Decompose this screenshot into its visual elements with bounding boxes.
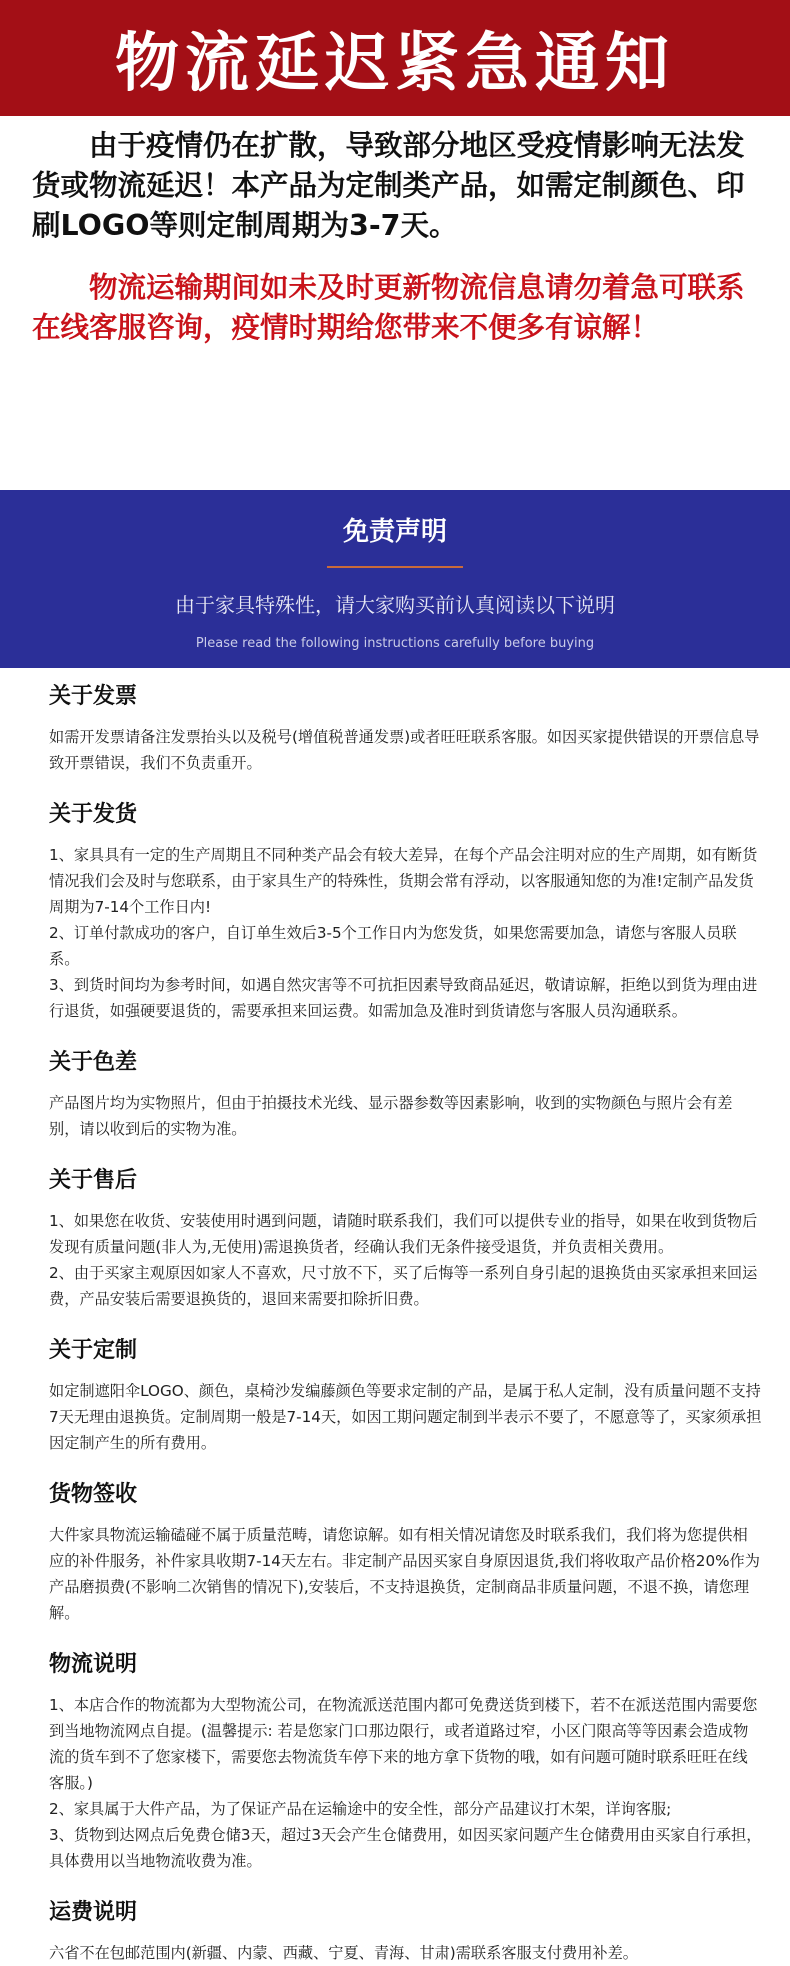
section-title: 关于色差 (49, 1050, 138, 1075)
section-title: 关于发货 (49, 802, 138, 827)
section-shipping-fee (49, 1896, 762, 1966)
section-paragraph: 如定制遮阳伞LOGO、颜色，桌椅沙发编藤颜色等要求定制的产品，是属于私人定制，没有质量问题不支持7天无理由退换货。定制周期一般是7-14天，如因工期问题定制到半表示不要了，不愿意等了，买家须承担因定制产生的所有费用。 (49, 1382, 762, 1452)
section-paragraph: 2、由于买家主观原因如家人不喜欢，尺寸放不下，买了后悔等一系列自身引起的退换货由买家承担来回运费，产品安装后需要退换货的，退回来需要扣除折旧费。 (49, 1264, 758, 1308)
section-after-sales (49, 1164, 762, 1312)
section-paragraph: 1、如果您在收货、安装使用时遇到问题，请随时联系我们，我们可以提供专业的指导，如果在收到货物后发现有质量问题(非人为,无使用)需退换货者，经确认我们无条件接受退货，并负责相关费用。 (49, 1212, 758, 1256)
title-underline (327, 566, 463, 568)
section-paragraph: 3、到货时间均为参考时间，如遇自然灾害等不可抗拒因素导致商品延迟，敬请谅解，拒绝以到货为理由进行退货，如强硬要退货的，需要承担来回运费。如需加急及准时到货请您与客服人员沟通联系。 (49, 976, 758, 1020)
disclaimer-english: Please read the following instructions carefully before buying (195, 636, 595, 651)
section-delivery-signoff (49, 1478, 762, 1626)
section-logistics (49, 1648, 762, 1874)
section-paragraph: 2、订单付款成功的客户，自订单生效后3-5个工作日内为您发货，如果您需要加急，请您与客服人员联系。 (49, 924, 737, 968)
section-color-difference (49, 1046, 762, 1142)
section-shipping (49, 798, 762, 1024)
section-title: 关于售后 (49, 1168, 138, 1193)
notice-block (0, 116, 790, 490)
section-paragraph: 如需开发票请备注发票抬头以及税号(增值税普通发票)或者旺旺联系客服。如因买家提供错误的开票信息导致开票错误，我们不负责重开。 (49, 728, 760, 772)
section-title: 物流说明 (49, 1652, 138, 1677)
disclaimer-header (0, 490, 790, 668)
section-invoice (49, 680, 762, 776)
section-paragraph: 产品图片均为实物照片，但由于拍摄技术光线、显示器参数等因素影响，收到的实物颜色与照片会有差别，请以收到后的实物为准。 (49, 1094, 733, 1138)
section-paragraph: 2、家具属于大件产品，为了保证产品在运输途中的安全性，部分产品建议打木架，详询客服; (49, 1800, 672, 1818)
disclaimer-title: 免责声明 (342, 517, 447, 547)
section-title: 运费说明 (49, 1900, 138, 1925)
section-paragraph: 大件家具物流运输磕碰不属于质量范畴，请您谅解。如有相关情况请您及时联系我们，我们将为您提供相应的补件服务，补件家具收期7-14天左右。非定制产品因买家自身原因退货,我们将收取产品价格20%作为产品磨损费(不影响二次销售的情况下),安装后，不支持退换货，定制商品非质量问题，不退不换，请您理解。 (49, 1526, 760, 1622)
banner-title: 物流延迟紧急通知 (115, 27, 675, 101)
section-paragraph: 1、本店合作的物流都为大型物流公司，在物流派送范围内都可免费送货到楼下，若不在派送范围内需要您到当地物流网点自提。(温馨提示: 若是您家门口那边限行，或者道路过窄，小区门限高等等因素会造成物流的货车到不了您家楼下，需要您去物流货车停下来的地方拿下货物的哦，如有问题可随时联系旺旺在线客服。) (49, 1696, 758, 1792)
section-paragraph: 1、家具具有一定的生产周期且不同种类产品会有较大差异，在每个产品会注明对应的生产周期，如有断货情况我们会及时与您联系，由于家具生产的特殊性，货期会常有浮动，以客服通知您的为准!定制产品发货周期为7-14个工作日内! (49, 846, 758, 916)
section-paragraph: 3、货物到达网点后免费仓储3天，超过3天会产生仓储费用，如因买家问题产生仓储费用由买家自行承担，具体费用以当地物流收费为准。 (49, 1826, 762, 1870)
urgent-notice-banner (0, 0, 790, 116)
disclaimer-subtitle: 由于家具特殊性，请大家购买前认真阅读以下说明 (175, 593, 615, 617)
section-title: 货物签收 (49, 1482, 138, 1507)
section-customization (49, 1334, 762, 1456)
section-title: 关于定制 (49, 1338, 138, 1363)
policy-sections (0, 668, 790, 1966)
section-paragraph: 六省不在包邮范围内(新疆、内蒙、西藏、宁夏、青海、甘肃)需联系客服支付费用补差。 (49, 1944, 638, 1962)
section-title: 关于发票 (49, 684, 138, 709)
notice-black-text: 由于疫情仍在扩散，导致部分地区受疫情影响无法发货或物流延迟！本产品为定制类产品，如需定制颜色、印刷LOGO等则定制周期为3-7天。 (32, 129, 745, 242)
notice-red-text: 物流运输期间如未及时更新物流信息请勿着急可联系在线客服咨询，疫情时期给您带来不便多有谅解！ (32, 271, 745, 344)
